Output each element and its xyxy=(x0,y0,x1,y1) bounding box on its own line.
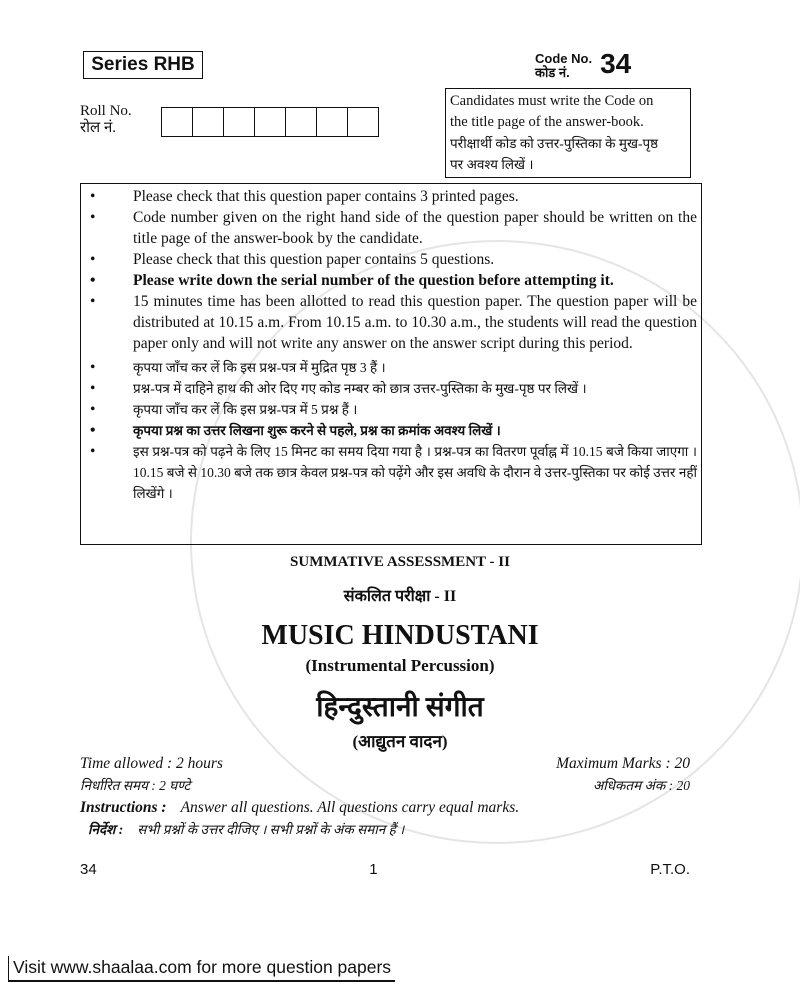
instruction-item-hi: • कृपया जाँच कर लें कि इस प्रश्न-पत्र में मुद्रित पृष्ठ 3 हैं । xyxy=(85,357,697,378)
roll-label-en: Roll No. xyxy=(80,103,132,119)
instruction-text-hi: इस प्रश्न-पत्र को पढ़ने के लिए 15 मिनट का समय दिया गया है । प्रश्न-पत्र का वितरण पूर्वाह्न में 10.15 बजे किया जाएगा । 10.15 बजे से 10.30 बजे तक छात्र केवल प्रश्न-पत्र को पढ़ेंगे और इस अवधि के दौरान वे उत्तर-पुस्तिका पर कोई उत्तर नहीं लिखेंगे । xyxy=(133,444,697,501)
instruction-item: • Please write down the serial number of the question before attempting it. xyxy=(85,270,697,291)
footer-code: 34 xyxy=(80,861,97,878)
note-line: परीक्षार्थी कोड को उत्तर-पुस्तिका के मुख-पृष्ठ xyxy=(450,136,659,151)
instruction-text: Please check that this question paper contains 3 printed pages. xyxy=(133,188,519,205)
instruction-text: 15 minutes time has been allotted to read this question paper. The question paper will be distributed at 10.15 a.m. From 10.15 a.m. to 10.30 a.m., the students will read the question paper only and will not write any answer on the answer script during this period. xyxy=(133,293,697,352)
footer-row xyxy=(80,861,690,878)
instructions-row xyxy=(80,797,690,819)
time-marks-row xyxy=(80,753,690,775)
code-label-en: Code No. xyxy=(535,51,593,66)
subject-title: MUSIC HINDUSTANI xyxy=(261,620,539,651)
maximum-marks-hi: अधिकतम अंक : 20 xyxy=(592,778,690,793)
assessment-title-hi: संकलित परीक्षा - II xyxy=(343,588,457,605)
instruction-text-hi: कृपया जाँच कर लें कि इस प्रश्न-पत्र में मुद्रित पृष्ठ 3 हैं । xyxy=(133,360,386,375)
instructions-text: Answer all questions. All questions carry equal marks. xyxy=(180,799,520,816)
instruction-item-hi: • कृपया प्रश्न का उत्तर लिखना शुरू करने से पहले, प्रश्न का क्रमांक अवश्य लिखें । xyxy=(85,420,697,441)
pto: P.T.O. xyxy=(650,861,690,878)
instructions-row-hi xyxy=(80,819,698,841)
time-allowed: Time allowed : 2 hours xyxy=(80,755,223,772)
subject-title-hi: हिन्दुस्तानी संगीत xyxy=(316,692,484,723)
note-line: पर अवश्य लिखें । xyxy=(450,157,534,172)
instruction-text: Please write down the serial number of the question before attempting it. xyxy=(133,272,614,289)
time-allowed-hi: निर्धारित समय : 2 घण्टे xyxy=(80,778,191,793)
instruction-text-hi: कृपया प्रश्न का उत्तर लिखना शुरू करने से पहले, प्रश्न का क्रमांक अवश्य लिखें । xyxy=(133,423,501,438)
instruction-item: • Code number given on the right hand side of the question paper should be written on the title page of the answer-book by the candidate. xyxy=(90,209,697,247)
code-label-hi: कोड नं. xyxy=(535,65,570,80)
note-line: the title page of the answer-book. xyxy=(450,114,644,130)
instructions-label: Instructions : xyxy=(80,799,167,816)
code-value: 34 xyxy=(600,48,632,79)
maximum-marks: Maximum Marks : 20 xyxy=(556,755,690,772)
instruction-text: Code number given on the right hand side of the question paper should be written on the title page of the answer-book by the candidate. xyxy=(133,209,697,247)
instructions-text-hi: सभी प्रश्नों के उत्तर दीजिए । सभी प्रश्नों के अंक समान हैं । xyxy=(137,822,405,837)
general-instructions xyxy=(80,183,702,545)
instruction-item: • 15 minutes time has been allotted to read this question paper. The question paper will be distributed at 10.15 a.m. From 10.15 a.m. to 10.30 a.m., the students will read the question paper only and will not write any answer on the answer script during this period. xyxy=(90,293,697,352)
instruction-text-hi: कृपया जाँच कर लें कि इस प्रश्न-पत्र में 5 प्रश्न हैं । xyxy=(133,402,358,417)
assessment-title: SUMMATIVE ASSESSMENT - II xyxy=(290,554,510,570)
page-number: 1 xyxy=(369,861,378,878)
series-label: Series RHB xyxy=(83,51,203,79)
subject-subtitle-hi: (आद्युतन वादन) xyxy=(352,732,448,751)
roll-label-hi: रोल नं. xyxy=(80,120,117,136)
instruction-item-hi: • इस प्रश्न-पत्र को पढ़ने के लिए 15 मिनट का समय दिया गया है । प्रश्न-पत्र का वितरण पूर्वाह्न में 10.15 बजे किया जाएगा । 10.15 बजे से 10.30 बजे तक छात्र केवल प्रश्न-पत्र को पढ़ेंगे और इस अवधि के दौरान वे उत्तर-पुस्तिका पर कोई उत्तर नहीं लिखेंगे । xyxy=(85,441,697,504)
instruction-item: • Please check that this question paper contains 5 questions. xyxy=(85,249,697,270)
instructions-label-hi: निर्देश : xyxy=(88,822,124,837)
time-marks-row-hi xyxy=(80,775,690,797)
instruction-item-hi: • कृपया जाँच कर लें कि इस प्रश्न-पत्र में 5 प्रश्न हैं । xyxy=(85,399,697,420)
instruction-item-hi: • प्रश्न-पत्र में दाहिने हाथ की ओर दिए गए कोड नम्बर को छात्र उत्तर-पुस्तिका के मुख-पृष्ठ पर लिखें । xyxy=(85,378,697,399)
subject-subtitle: (Instrumental Percussion) xyxy=(305,656,495,675)
instruction-item: • Please check that this question paper contains 3 printed pages. xyxy=(85,186,697,207)
instruction-text: Please check that this question paper contains 5 questions. xyxy=(133,251,495,268)
instruction-text-hi: प्रश्न-पत्र में दाहिने हाथ की ओर दिए गए कोड नम्बर को छात्र उत्तर-पुस्तिका के मुख-पृष्ठ पर लिखें । xyxy=(133,381,587,396)
visit-link[interactable]: Visit www.shaalaa.com for more question papers xyxy=(8,956,395,982)
note-line: Candidates must write the Code on xyxy=(450,93,654,109)
